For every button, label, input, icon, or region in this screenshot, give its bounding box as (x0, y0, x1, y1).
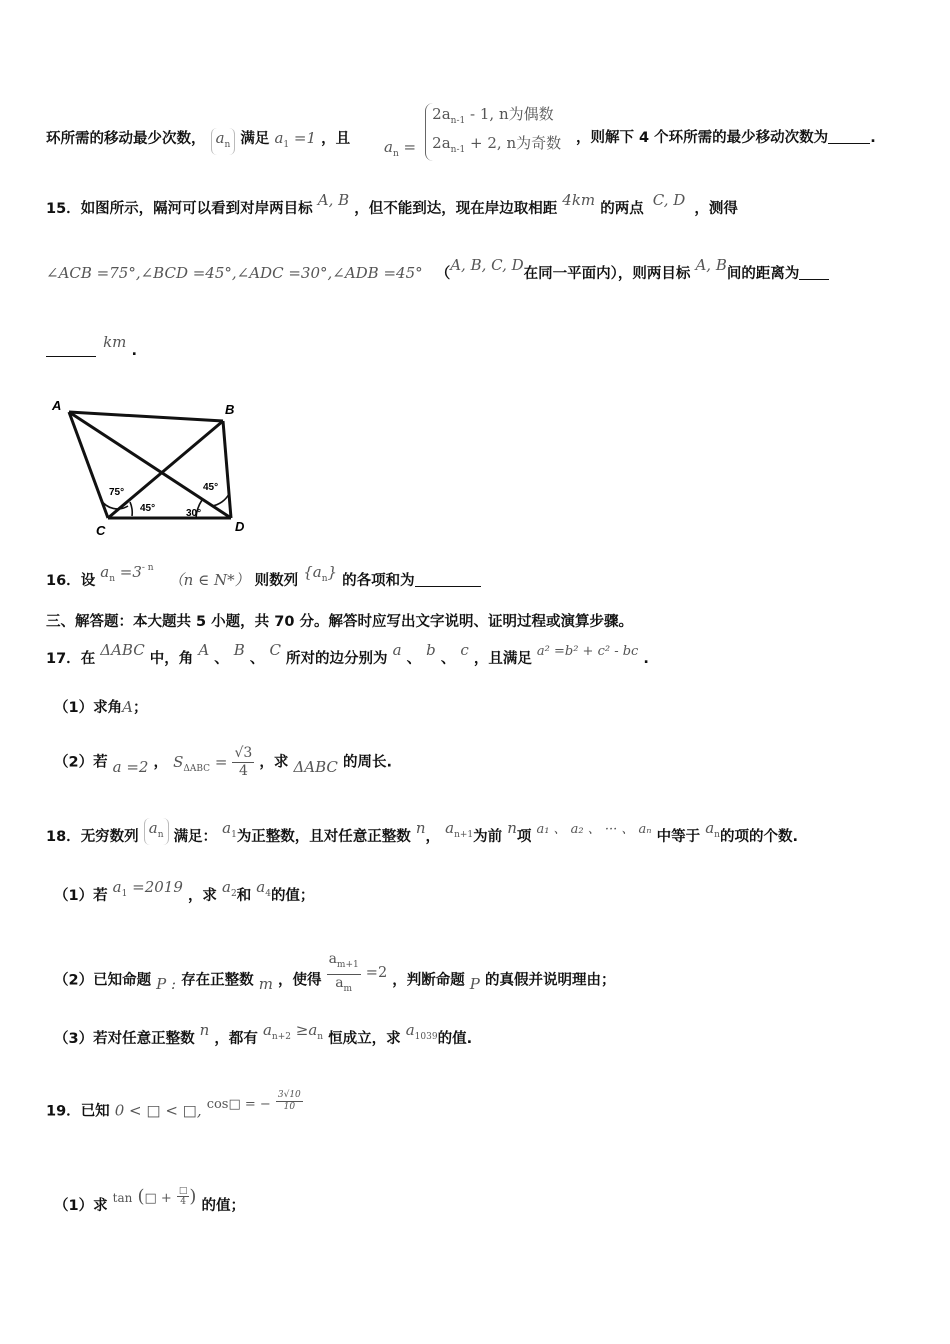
q19-part1: （1）求 $^{tan}$ (□ + $\frac{□}{4}$ ) 的值； (54, 1185, 245, 1214)
q14-init: $a_1 =1$ (274, 129, 317, 150)
q14-line: 环所需的移动最少次数， $a_n$ 满足 $a_1 =1$ ，且 (46, 128, 350, 155)
q14-tail: ，则解下 4 个环所需的最少移动次数为 . (576, 130, 876, 146)
q15-line3: km . (46, 340, 137, 361)
q14-seq: $a_n$ (211, 128, 236, 155)
quadrilateral-figure (46, 394, 261, 540)
q15-line1: 15．如图所示，隔河可以看到对岸两目标 A, B ，但不能到达，现在岸边取相距 4km 的两点 C, D ，测得 (46, 191, 738, 217)
label-c: C (96, 523, 106, 538)
q17-line: 17．在 ΔABC 中，角 A 、 B 、 C 所对的边分别为 a 、 b 、 c ，且满足 a² =b² + c² - bc . (46, 641, 649, 667)
label-a: A (52, 398, 62, 413)
diag-cb (108, 421, 223, 518)
q17-part1: （1）求角A； (54, 698, 148, 716)
q14-case2: $2a_{n-1} + 2$, n为奇数 (432, 134, 562, 155)
angle-30: 30° (186, 508, 202, 519)
answer-blank (46, 342, 96, 357)
label-d: D (235, 519, 245, 534)
q14-piecewise: $a_n = 2a_{n-1} - 1$, n为偶数 $2a_{n-1} + 2$, n为奇数 (384, 105, 562, 159)
q14-case1: $2a_{n-1} - 1$, n为偶数 (432, 105, 554, 126)
q15-line2: ∠ACB =75°,∠BCD =45°,∠ADC =30°,∠ADB =45° （A, B, C, D在同一平面内），则两目标 A, B间的距离为 (46, 263, 829, 284)
angle-75: 75° (109, 487, 125, 498)
edge-ab (69, 412, 223, 421)
angle-45-d: 45° (203, 482, 219, 493)
answer-blank (415, 572, 481, 587)
section-heading: 三、解答题：本大题共 5 小题，共 70 分。解答时应写出文字说明、证明过程或演算步骤。 (46, 614, 633, 630)
q18-part1: （1）若 $a_1 =2019$ ，求 $a_2$和 $a_4$的值； (54, 878, 315, 904)
q18-part3: （3）若对任意正整数 n ，都有 $a_{n+2} \ge a_n$ 恒成立，求 $a_{1039}$的值. (54, 1021, 473, 1047)
edge-bd (223, 421, 231, 518)
answer-blank (828, 129, 870, 144)
angle-45-c: 45° (140, 503, 156, 514)
q18-line: 18．无穷数列 $a_n$ 满足： $a_1$为正整数，且对任意正整数 n， $a_{n+1}$为前 n项 a₁ 、 a₂ 、 ··· 、 aₙ 中等于 $a_n$的项的个数. (46, 819, 798, 845)
q19-line: 19．已知 0 < □ < □, cos□ = − $\frac{3√10}{10}$ (46, 1090, 301, 1120)
q16-line: 16．设 $a_n =3^{- n}$ （n ∈ N*） 则数列 $\{a_n\}$ 的各项和为 (46, 566, 481, 597)
q18-part2: （2）已知命题 P : 存在正整数 m ，使得 $\frac{a_{m+1}}{a_m}$ =2 ，判断命题 P 的真假并说明理由； (54, 951, 616, 994)
q17-part2: （2）若 a =2 ， $S_{\Delta ABC}$ = $\frac{√3}{4}$ ，求 ΔABC 的周长. (54, 745, 392, 779)
label-b: B (225, 402, 235, 417)
